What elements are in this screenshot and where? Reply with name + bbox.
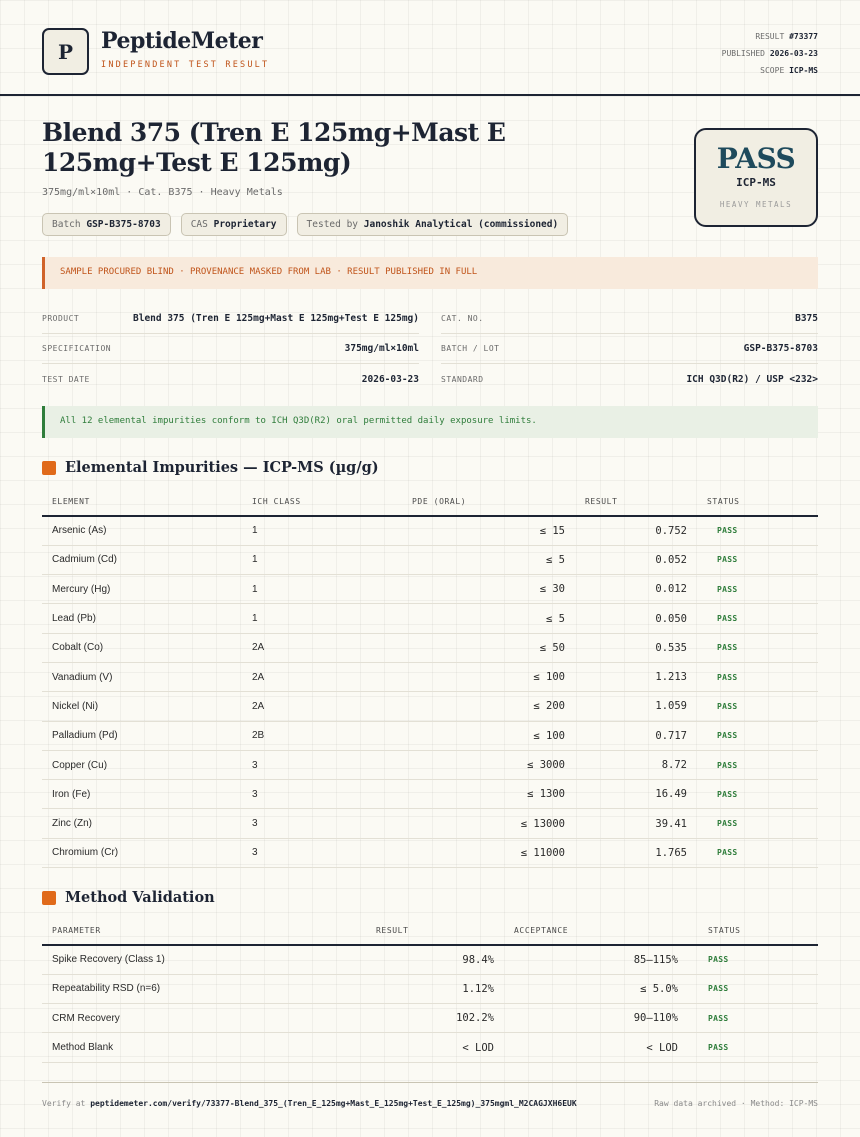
meta-published (722, 45, 818, 62)
info-row-product (42, 304, 419, 334)
stamp-category: HEAVY METALS (719, 200, 793, 209)
info-label: TEST DATE (42, 374, 90, 384)
acceptance-cell: 90–110% (504, 1004, 688, 1033)
status-badge: PASS (697, 604, 818, 633)
table-row (42, 780, 818, 809)
element-cell: Nickel (Ni) (42, 692, 242, 721)
footer-archive-note: Raw data archived · Method: ICP-MS (654, 1099, 818, 1108)
chip-value: GSP-B375-8703 (86, 219, 161, 230)
table-row (42, 1004, 818, 1033)
info-label: BATCH / LOT (441, 344, 500, 353)
acceptance-cell: 85–115% (504, 945, 688, 974)
ich-class-cell: 2B (242, 721, 402, 750)
table-row (42, 809, 818, 838)
info-label: CAT. NO. (441, 314, 484, 323)
chip-label: CAS (190, 219, 208, 230)
col-header-acceptance: ACCEPTANCE (504, 917, 688, 945)
result-cell: 39.41 (575, 809, 697, 838)
table-row (42, 604, 818, 633)
meta-result-value: #73377 (789, 32, 818, 41)
pde-cell: ≤ 200 (402, 692, 575, 721)
table-row (42, 838, 818, 867)
report-meta (722, 28, 818, 79)
status-badge: PASS (697, 721, 818, 750)
info-value: B375 (795, 313, 818, 324)
meta-scope (722, 62, 818, 79)
col-header-pde: PDE (ORAL) (402, 488, 575, 516)
col-header-parameter: PARAMETER (42, 917, 322, 945)
info-label: STANDARD (441, 374, 484, 384)
result-cell: 1.213 (575, 662, 697, 691)
parameter-cell: Repeatability RSD (n=6) (42, 974, 322, 1003)
ich-class-cell: 3 (242, 750, 402, 779)
elemental-section-title: Elemental Impurities — ICP-MS (µg/g) (65, 459, 379, 476)
chip-value: Janoshik Analytical (commissioned) (363, 219, 559, 230)
status-badge: PASS (688, 945, 818, 974)
col-header-status: STATUS (688, 917, 818, 945)
pde-cell: ≤ 30 (402, 575, 575, 604)
ich-class-cell: 3 (242, 780, 402, 809)
verify-line (42, 1099, 577, 1108)
element-cell: Zinc (Zn) (42, 809, 242, 838)
acceptance-cell: ≤ 5.0% (504, 974, 688, 1003)
result-cell: 0.050 (575, 604, 697, 633)
info-row-cat-no (441, 304, 818, 334)
info-value: GSP-B375-8703 (743, 343, 818, 354)
result-cell: 0.535 (575, 633, 697, 662)
element-cell: Vanadium (V) (42, 662, 242, 691)
status-badge: PASS (697, 516, 818, 545)
pass-stamp (694, 128, 818, 227)
info-label: SPECIFICATION (42, 344, 112, 353)
meta-result-label: RESULT (755, 32, 785, 41)
table-row (42, 974, 818, 1003)
ich-class-cell: 2A (242, 633, 402, 662)
status-badge: PASS (697, 809, 818, 838)
cas-chip (181, 213, 287, 236)
col-header-status: STATUS (697, 488, 818, 516)
result-cell: 1.12% (322, 974, 504, 1003)
info-row-batch-lot (441, 334, 818, 364)
pde-cell: ≤ 3000 (402, 750, 575, 779)
table-row (42, 1033, 818, 1062)
elemental-table (42, 488, 818, 868)
result-cell: 8.72 (575, 750, 697, 779)
table-header-row (42, 488, 818, 516)
meta-result (722, 28, 818, 45)
pde-cell: ≤ 100 (402, 721, 575, 750)
result-cell: 0.012 (575, 575, 697, 604)
status-badge: PASS (697, 662, 818, 691)
pde-cell: ≤ 1300 (402, 780, 575, 809)
result-cell: 16.49 (575, 780, 697, 809)
batch-chip (42, 213, 171, 236)
status-badge: PASS (688, 1004, 818, 1033)
brand-name: PeptideMeter (101, 28, 263, 54)
brand-logo: P (42, 28, 89, 75)
ich-class-cell: 1 (242, 575, 402, 604)
elemental-section-heading (42, 459, 379, 476)
product-subtitle: 375mg/ml×10ml · Cat. B375 · Heavy Metals (42, 187, 283, 198)
pde-cell: ≤ 15 (402, 516, 575, 545)
brand-tagline: INDEPENDENT TEST RESULT (101, 60, 270, 70)
stamp-status: PASS (716, 142, 796, 175)
table-row (42, 545, 818, 574)
status-badge: PASS (697, 545, 818, 574)
info-value: 375mg/ml×10ml (344, 343, 419, 354)
status-badge: PASS (697, 780, 818, 809)
result-cell: < LOD (322, 1033, 504, 1062)
chip-label: Batch (52, 219, 81, 230)
info-value: Blend 375 (Tren E 125mg+Mast E 125mg+Test E 125mg) (133, 313, 419, 324)
validation-table (42, 917, 818, 1063)
table-row (42, 945, 818, 974)
result-cell: 1.059 (575, 692, 697, 721)
info-row-standard (441, 364, 818, 394)
result-cell: 0.717 (575, 721, 697, 750)
ich-class-cell: 2A (242, 692, 402, 721)
table-row (42, 692, 818, 721)
result-cell: 102.2% (322, 1004, 504, 1033)
result-cell: 0.052 (575, 545, 697, 574)
status-badge: PASS (697, 633, 818, 662)
ich-class-cell: 1 (242, 604, 402, 633)
chip-label: Tested by (306, 219, 359, 230)
info-grid-right (441, 304, 818, 394)
element-cell: Iron (Fe) (42, 780, 242, 809)
verify-prefix: Verify at (42, 1099, 86, 1108)
ich-class-cell: 2A (242, 662, 402, 691)
report-header (0, 0, 860, 96)
element-cell: Arsenic (As) (42, 516, 242, 545)
parameter-cell: Method Blank (42, 1033, 322, 1062)
stamp-method: ICP-MS (736, 176, 776, 189)
info-row-specification (42, 334, 419, 364)
status-badge: PASS (697, 750, 818, 779)
element-cell: Palladium (Pd) (42, 721, 242, 750)
section-marker-icon (42, 891, 56, 905)
table-row (42, 633, 818, 662)
element-cell: Cobalt (Co) (42, 633, 242, 662)
acceptance-cell: < LOD (504, 1033, 688, 1062)
status-badge: PASS (697, 575, 818, 604)
ich-class-cell: 3 (242, 838, 402, 867)
col-header-result: RESULT (575, 488, 697, 516)
meta-scope-value: ICP-MS (789, 66, 818, 75)
result-cell: 0.752 (575, 516, 697, 545)
tested-by-chip (297, 213, 569, 236)
table-row (42, 721, 818, 750)
meta-scope-label: SCOPE (760, 66, 785, 75)
ich-class-cell: 1 (242, 516, 402, 545)
pde-cell: ≤ 100 (402, 662, 575, 691)
element-cell: Lead (Pb) (42, 604, 242, 633)
conformance-note: All 12 elemental impurities conform to ICH Q3D(R2) oral permitted daily exposure limits. (42, 406, 818, 438)
result-cell: 98.4% (322, 945, 504, 974)
table-row (42, 662, 818, 691)
status-badge: PASS (697, 838, 818, 867)
pde-cell: ≤ 5 (402, 604, 575, 633)
procurement-notice: SAMPLE PROCURED BLIND · PROVENANCE MASKED FROM LAB · RESULT PUBLISHED IN FULL (42, 257, 818, 289)
ich-class-cell: 3 (242, 809, 402, 838)
table-header-row (42, 917, 818, 945)
element-cell: Chromium (Cr) (42, 838, 242, 867)
result-cell: 1.765 (575, 838, 697, 867)
section-marker-icon (42, 461, 56, 475)
element-cell: Cadmium (Cd) (42, 545, 242, 574)
chip-row (42, 213, 568, 236)
report-footer (42, 1082, 818, 1108)
validation-section-heading (42, 889, 215, 906)
chip-value: Proprietary (213, 219, 277, 230)
col-header-result: RESULT (322, 917, 504, 945)
parameter-cell: Spike Recovery (Class 1) (42, 945, 322, 974)
info-label: PRODUCT (42, 314, 80, 323)
table-row (42, 516, 818, 545)
info-value: 2026-03-23 (361, 373, 419, 385)
meta-published-value: 2026-03-23 (769, 49, 818, 58)
product-title: Blend 375 (Tren E 125mg+Mast E 125mg+Test E 125mg) (42, 118, 506, 177)
element-cell: Copper (Cu) (42, 750, 242, 779)
status-badge: PASS (697, 692, 818, 721)
table-row (42, 750, 818, 779)
table-row (42, 575, 818, 604)
status-badge: PASS (688, 1033, 818, 1062)
info-grid-left (42, 304, 419, 394)
info-value: ICH Q3D(R2) / USP <232> (686, 373, 818, 385)
validation-section-title: Method Validation (65, 889, 215, 906)
element-cell: Mercury (Hg) (42, 575, 242, 604)
info-row-test-date (42, 364, 419, 394)
pde-cell: ≤ 50 (402, 633, 575, 662)
ich-class-cell: 1 (242, 545, 402, 574)
col-header-element: ELEMENT (42, 488, 242, 516)
col-header-ich-class: ICH CLASS (242, 488, 402, 516)
pde-cell: ≤ 11000 (402, 838, 575, 867)
verify-link[interactable]: peptidemeter.com/verify/73377-Blend_375_(Tren_E_125mg+Mast_E_125mg+Test_E_125mg)_375mgml_M2CAGJXH6EUK (90, 1099, 577, 1108)
meta-published-label: PUBLISHED (721, 49, 765, 58)
status-badge: PASS (688, 974, 818, 1003)
parameter-cell: CRM Recovery (42, 1004, 322, 1033)
pde-cell: ≤ 13000 (402, 809, 575, 838)
pde-cell: ≤ 5 (402, 545, 575, 574)
